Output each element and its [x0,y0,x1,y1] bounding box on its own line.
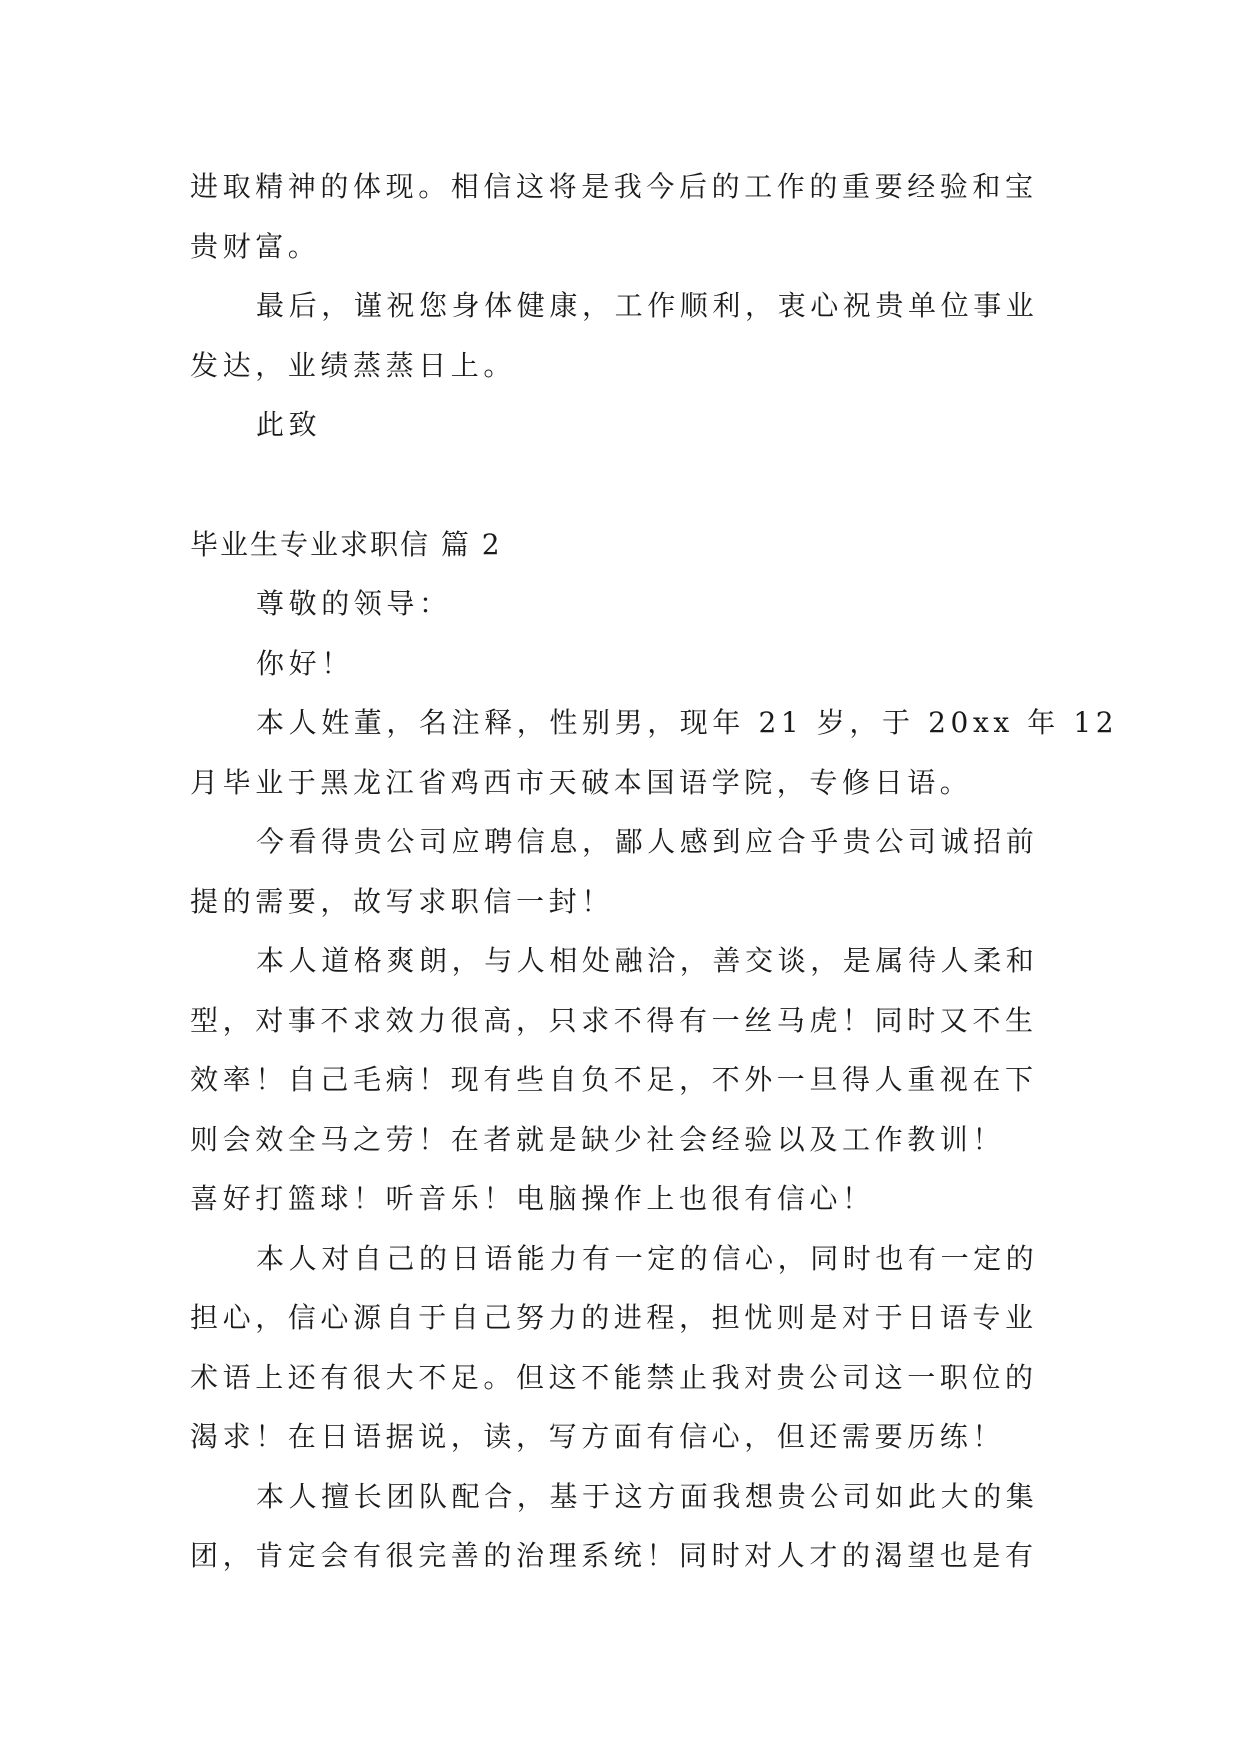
paragraph-line: 则会效全马之劳！在者就是缺少社会经验以及工作教训！ [190,1122,1006,1156]
paragraph-line: 本人道格爽朗，与人相处融洽，善交谈，是属待人柔和 [256,944,1039,977]
paragraph-line: 型，对事不求效力很高，只求不得有一丝马虎！同时又不生 [190,1003,1038,1037]
paragraph-line: 术语上还有很大不足。但这不能禁止我对贵公司这一职位的 [190,1360,1038,1394]
paragraph-line: 提的需要，故写求职信一封！ [190,884,614,918]
section-gap [190,455,1056,515]
paragraph-line: 担心，信心源自于自己努力的进程，担忧则是对于日语专业 [190,1301,1038,1334]
section-title: 毕业生专业求职信 篇 2 [190,527,502,561]
paragraph-line: 本人擅长团队配合，基于这方面我想贵公司如此大的集 [256,1479,1039,1513]
text-line: 贵财富。 [190,229,321,263]
paragraph-line: 本人对自己的日语能力有一定的信心，同时也有一定的 [256,1241,1039,1275]
closing-line: 最后，谨祝您身体健康，工作顺利，衷心祝贵单位事业 [256,289,1039,322]
text-line: 进取精神的体现。相信这将是我今后的工作的重要经验和宝 [190,170,1038,203]
paragraph-line: 效率！自己毛病！现有些自负不足，不外一旦得人重视在下 [190,1063,1038,1096]
paragraph-line: 团，肯定会有很完善的治理系统！同时对人才的渴望也是有 [190,1539,1038,1572]
closing-line: 发达，业绩蒸蒸日上。 [190,348,517,382]
letter-hello: 你好！ [256,646,354,680]
paragraph-line: 喜好打篮球！听音乐！电脑操作上也很有信心！ [190,1182,875,1215]
paragraph-line: 月毕业于黑龙江省鸡西市天破本国语学院，专修日语。 [190,765,973,799]
letter-greeting: 尊敬的领导： [256,587,452,620]
salute-text: 此致 [256,408,322,441]
paragraph-line: 本人姓董，名注释，性别男，现年 21 岁，于 20xx 年 12 [256,706,1119,739]
paragraph-line: 今看得贵公司应聘信息，鄙人感到应合乎贵公司诚招前 [256,825,1039,858]
paragraph-line: 渴求！在日语据说，读，写方面有信心，但还需要历练！ [190,1420,1006,1453]
document-page [190,157,1119,1586]
